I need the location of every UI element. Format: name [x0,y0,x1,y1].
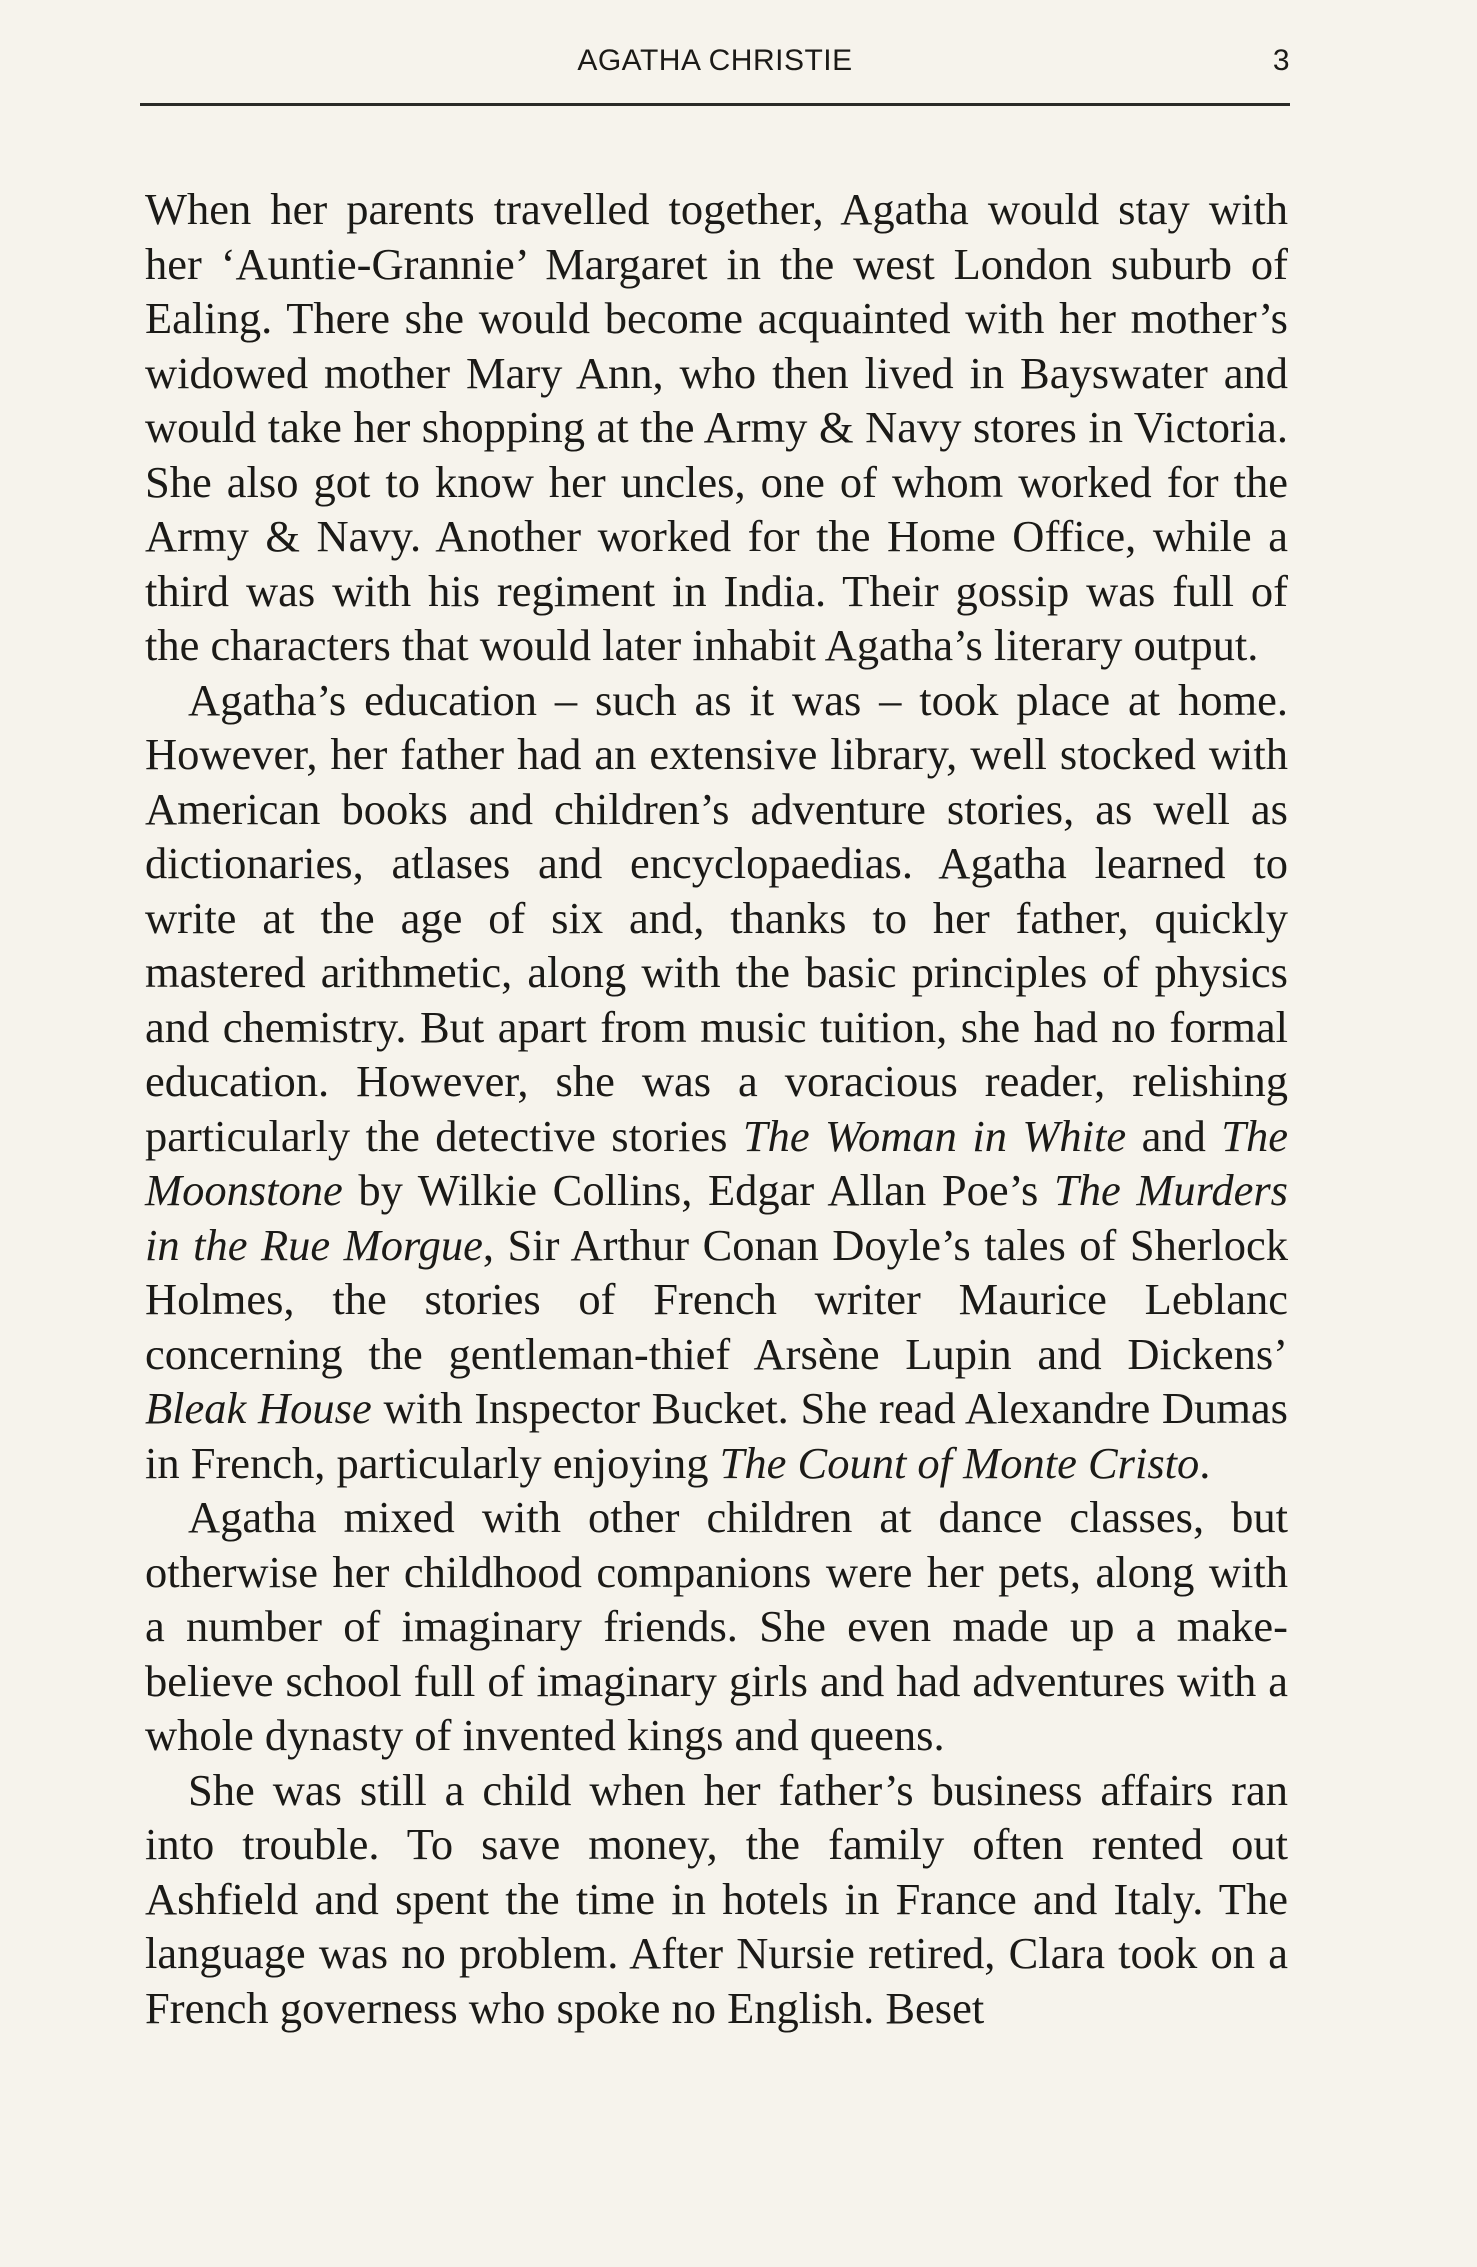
paragraph-2-text-b: and [1126,1110,1222,1161]
book-title-moonstone: The Moonstone [145,1110,1288,1215]
paragraph-1-text: When her parents travelled together, Agatha would stay with her ‘Auntie-Grannie’ Margaret in the west London suburb of Ealing. There she would become acquainted with her mother’s widowed mother Mary Ann, who then lived in Bayswater and would take her shopping at the Army & Navy stores in Victoria. She also got to know her uncles, one of whom worked for the Army & Navy. Another worked for the Home Office, while a third was with his regiment in India. Their gossip was full of the characters that would later inhabit Agatha’s literary output. [145,184,1288,670]
book-title-rue-morgue: The Murders in the Rue Morgue [145,1165,1288,1270]
paragraph-2-text-c: by Wilkie Collins, Edgar Allan Poe’s [342,1165,1054,1215]
paragraph-3-text: Agatha mixed with other children at dance classes, but otherwise her childhood companions were her pets, along with a number of imaginary friends. She even made up a make-believe school full of imaginary girls and had adventures with a whole dynasty of invented kings and queens. [145,1492,1288,1760]
book-title-monte-cristo: The Count of Monte Cristo [719,1437,1200,1488]
running-title: AGATHA CHRISTIE [577,44,853,77]
paragraph-4 [145,1763,1288,2036]
paragraph-1 [145,182,1288,673]
header-rule [140,103,1290,106]
paragraph-4-text: She was still a child when her father’s business affairs ran into trouble. To save money, the family often rented out Ashfield and spent the time in hotels in France and Italy. The language was no problem. After Nursie retired, Clara took on a French governess who spoke no English. Beset [145,1764,1288,2033]
book-title-woman-in-white: The Woman in White [742,1110,1127,1161]
book-title-bleak-house: Bleak House [145,1383,372,1433]
paragraph-2-text-a: Agatha’s education – such as it was – took place at home. However, her father had an extensive library, well stocked with American books and children’s adventure stories, as well as dictionaries, atlases and encyclopaedias. Agatha learned to write at the age of six and, thanks to her father, quickly mastered arithmetic, along with the basic principles of physics and chemistry. But apart from music tuition, she had no formal education. However, she was a voracious reader, relishing particularly the detective stories [145,674,1288,1161]
paragraph-2 [145,673,1288,1491]
paragraph-2-text-f: . [1199,1437,1211,1488]
running-header [140,44,1290,104]
paragraph-2-text-e: with Inspector Bucket. She read Alexandre Dumas in French, particularly enjoying [145,1383,1288,1488]
paragraph-2-text-d: , Sir Arthur Conan Doyle’s tales of Sherlock Holmes, the stories of French writer Maurice Leblanc concerning the gentleman-thief Arsène Lupin and Dickens’ [145,1219,1288,1379]
paragraph-3 [145,1490,1288,1763]
body-text [145,182,1288,2035]
page-number: 3 [1272,44,1290,77]
